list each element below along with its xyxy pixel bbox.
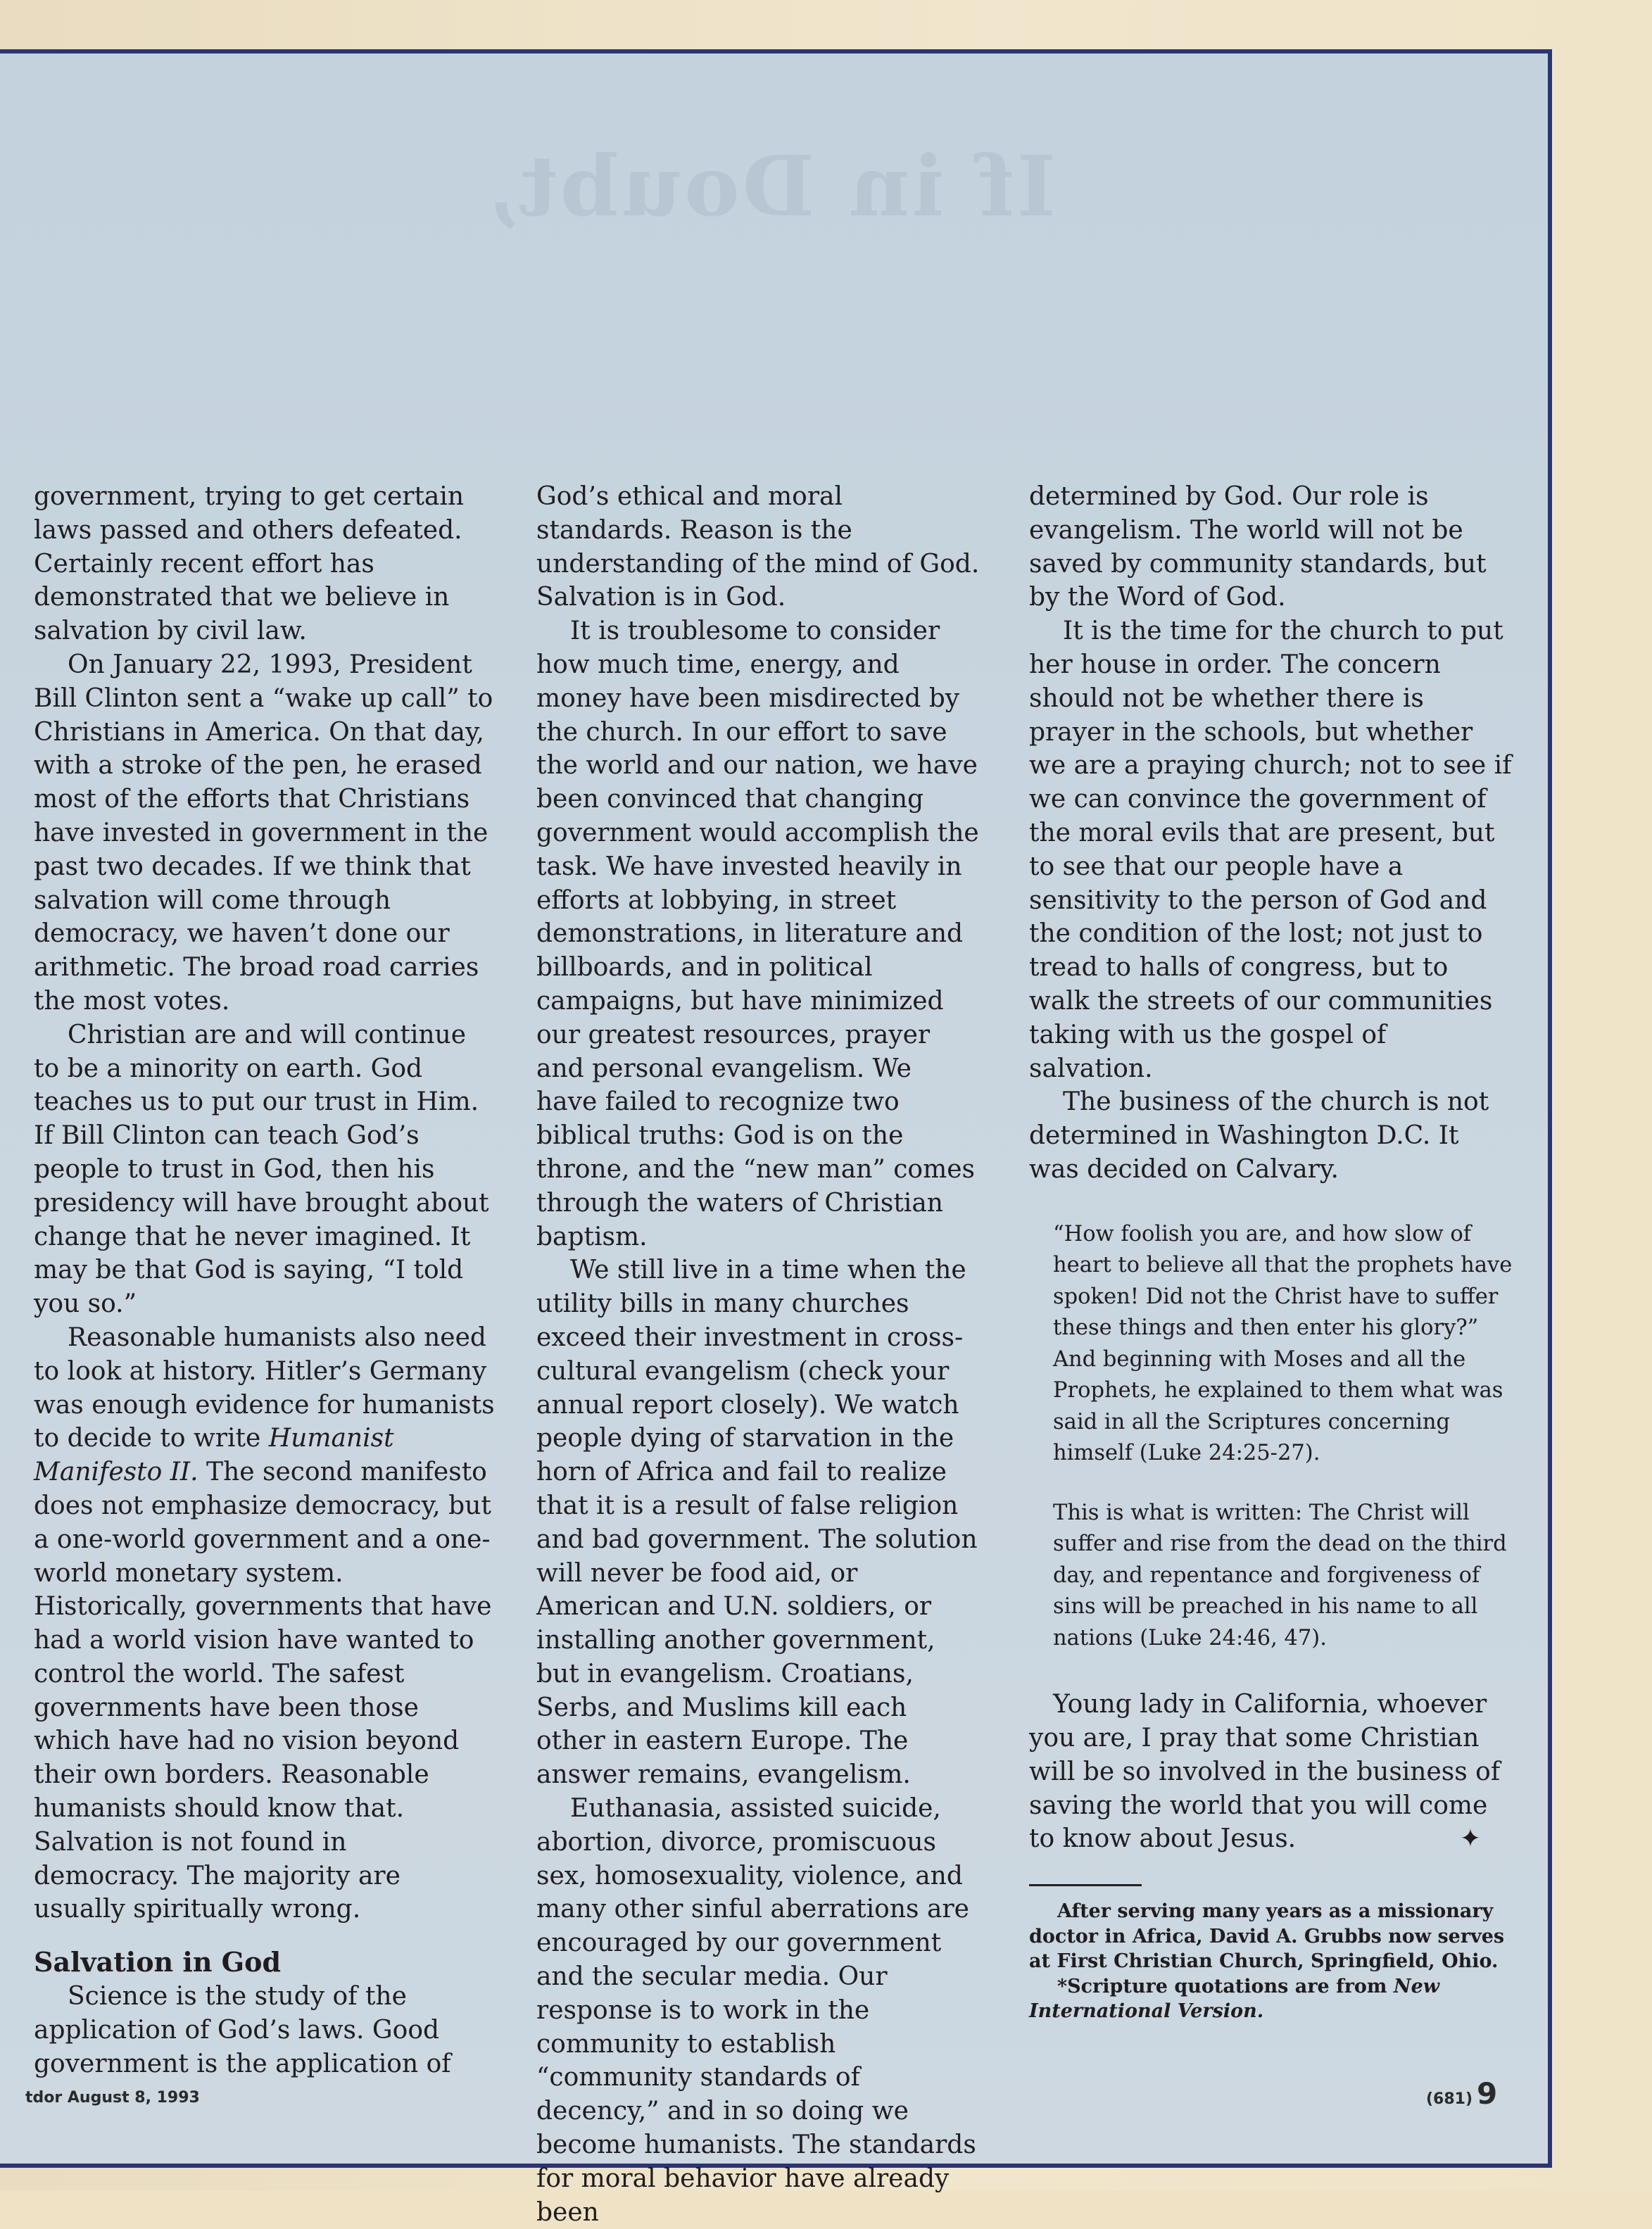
mirrored-title-bleedthrough: If in Doubt, <box>484 137 1056 235</box>
folio-number: (681) <box>1426 2090 1473 2108</box>
note-text: *Scripture quotations are from <box>1057 1975 1394 1997</box>
paragraph: determined by God. Our role is evangelism. The world will not be saved by community standards, but by the Word of God. <box>1029 482 1487 612</box>
paragraph: God’s ethical and moral standards. Reason is the understanding of the mind of God. Salvation is in God. <box>536 482 980 612</box>
column-2 <box>536 480 980 2229</box>
scripture-quote <box>1029 1498 1515 1655</box>
quote-text: This is what is written: The Christ will suffer and rise from the dead on the third day, and repentance and forgiveness of sins will be preached in his name to all nations (Luke 24:46, 47). <box>1053 1500 1507 1650</box>
page-number: 9 <box>1477 2076 1498 2111</box>
scripture-quote <box>1029 1219 1515 1470</box>
section-heading: Salvation in God <box>34 1946 282 1978</box>
scripture-note <box>1029 1974 1515 2024</box>
column-3 <box>1029 480 1515 2024</box>
footer-page-number <box>1426 2076 1497 2111</box>
column-1 <box>34 480 498 2081</box>
paragraph: It is the time for the church to put her house in order. The concern should not be whether there is prayer in the schools, but whether we are a praying church; not to see if we can convince the government of the moral evils that are present, but to see that our people have a sensitivity to the person of God and the condition of the lost; not just to tread to halls of congress, but to walk the streets of our communities taking with us the gospel of salvation. <box>1029 617 1512 1083</box>
paragraph <box>34 1321 498 1926</box>
author-bio <box>1029 1899 1515 2024</box>
text-run: Reasonable humanists also need to look at history. Hitler’s Germany was enough evidence for humanists to decide to write <box>34 1322 495 1453</box>
paragraph: government, trying to get certain laws passed and others defeated. Certainly recent effort has demonstrated that we believe in salvation by civil law. <box>34 482 465 646</box>
closing-text: Young lady in California, whoever you are, I pray that some Christian will be so involved in the business of saving the world that you will come to know about Jesus. <box>1029 1690 1501 1854</box>
paragraph: Science is the study of the application of God’s laws. Good government is the application of <box>34 1982 451 2078</box>
bio-text: After serving many years as a missionary doctor in Africa, David A. Grubbs now serves at First Christian Church, Springfield, Ohio. <box>1029 1900 1505 1973</box>
version-title: New International Version. <box>1029 1975 1440 2023</box>
footer-dateline: tdor August 8, 1993 <box>25 2089 200 2107</box>
book-title: Humanist Manifesto II. <box>34 1424 394 1487</box>
paragraph: Christian are and will continue to be a minority on earth. God teaches us to put our trust in Him. If Bill Clinton can teach God’s people to trust in God, then his presidency will have brought about change that he never imagined. It may be that God is saying, “I told you so.” <box>34 1020 489 1319</box>
quote-text: “How foolish you are, and how slow of heart to believe all that the prophets have spoken! Did not the Christ have to suffer these things and then enter his glory?” And beginning with Moses and all the Prophets, he explained to them what was said in all the Scriptures concerning himself (Luke 24:25-27). <box>1053 1221 1513 1466</box>
closing-paragraph <box>1029 1688 1515 1856</box>
paragraph: Euthanasia, assisted suicide, abortion, divorce, promiscuous sex, homosexuality, violence, and many other sinful aberrations are encouraged by our government and the secular media. Our response is to work in the community to establish “community standards of decency,” and in so doing we become humanists. The standards for moral behavior have already been <box>536 1794 976 2227</box>
end-mark-icon: ✦ <box>1459 1824 1481 1854</box>
paragraph: On January 22, 1993, President Bill Clinton sent a “wake up call” to Christians in America. On that day, with a stroke of the pen, he erased most of the efforts that Christians have invested in government in the past two decades. If we think that salvation will come through democracy, we haven’t done our arithmetic. The broad road carries the most votes. <box>34 650 493 1016</box>
paragraph: The business of the church is not determined in Washington D.C. It was decided on Calvary. <box>1029 1087 1489 1184</box>
paragraph: We still live in a time when the utility bills in many churches exceed their investment in cross-cultural evangelism (check your annual report closely). We watch people dying of starvation in the horn of Africa and fail to realize that it is a result of false religion and bad government. The solution will never be food aid, or American and U.N. soldiers, or installing another government, but in evangelism. Croatians, Serbs, and Muslims kill each other in eastern Europe. The answer remains, evangelism. <box>536 1256 978 1790</box>
text-run: The second manifesto does not emphasize democracy, but a one-world government and a one-world monetary system. Historically, governments that have had a world vision have wanted to control the world. The safest governments have been those which have had no vision beyond their own borders. Reasonable humanists should know that. Salvation is not found in democracy. The majority are usually spiritually wrong. <box>34 1458 492 1924</box>
paragraph: It is troublesome to consider how much time, energy, and money have been misdirected by the church. In our effort to save the world and our nation, we have been convinced that changing government would accomplish the task. We have invested heavily in efforts at lobbying, in street demonstrations, in literature and billboards, and in political campaigns, but have minimized our greatest resources, prayer and personal evangelism. We have failed to recognize two biblical truths: God is on the throne, and the “new man” comes through the waters of Christian baptism. <box>536 617 979 1251</box>
divider <box>1029 1884 1142 1886</box>
paragraph <box>1029 1688 1515 1856</box>
